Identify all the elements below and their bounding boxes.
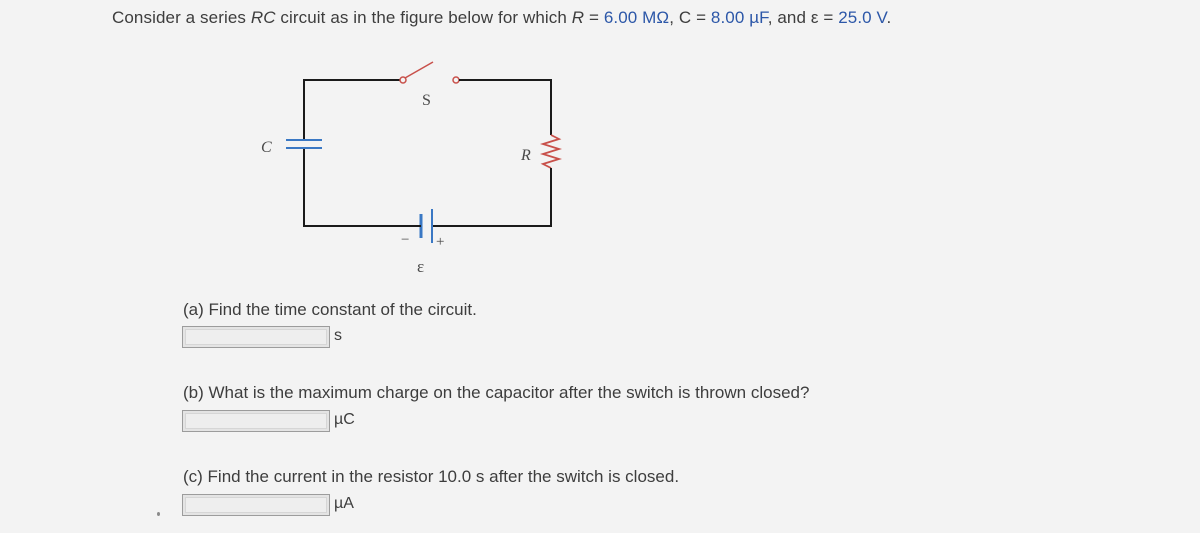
wire-top-right bbox=[459, 80, 551, 135]
unit-b: µC bbox=[334, 411, 355, 428]
switch-label: S bbox=[422, 92, 431, 109]
battery-minus-label: − bbox=[401, 232, 410, 248]
question-c-text: (c) Find the current in the resistor 10.0 s after the switch is closed. bbox=[183, 467, 680, 486]
r-value: 6.00 MΩ bbox=[603, 8, 670, 27]
eps-value: 25.0 V bbox=[838, 8, 887, 27]
question-b-text: (b) What is the maximum charge on the capacitor after the switch is thrown closed? bbox=[183, 383, 810, 402]
resistor-label: R bbox=[521, 147, 531, 164]
capacitor-label: C bbox=[261, 139, 272, 156]
question-a-text: (a) Find the time constant of the circuit. bbox=[183, 300, 477, 319]
problem-mid: circuit as in the figure below for which bbox=[275, 8, 572, 27]
problem-intro: Consider a series bbox=[112, 8, 251, 27]
r-equals: = bbox=[584, 8, 604, 27]
problem-end: . bbox=[886, 8, 892, 27]
battery-plus-label: + bbox=[436, 234, 445, 250]
switch-right-terminal bbox=[453, 77, 459, 83]
resistor-zigzag bbox=[543, 135, 559, 168]
answer-input-c[interactable] bbox=[182, 494, 330, 516]
rc-text: RC bbox=[250, 8, 276, 27]
unit-a: s bbox=[334, 327, 342, 344]
rc-circuit-diagram bbox=[240, 60, 580, 290]
c-part: , C = bbox=[669, 8, 711, 27]
wire-top-left bbox=[304, 80, 400, 164]
answer-input-b[interactable] bbox=[182, 410, 330, 432]
r-symbol: R bbox=[571, 8, 585, 27]
answer-input-a[interactable] bbox=[182, 326, 330, 348]
stray-mark bbox=[157, 512, 160, 516]
battery-emf-label: ε bbox=[417, 257, 425, 276]
wire-bottom-right bbox=[432, 168, 551, 226]
eps-part: , and ε = bbox=[767, 8, 839, 27]
switch-arm bbox=[405, 62, 433, 78]
c-value: 8.00 µF bbox=[710, 8, 768, 27]
wire-bottom-left bbox=[304, 150, 421, 226]
problem-statement bbox=[112, 8, 891, 28]
unit-c: µA bbox=[334, 495, 354, 512]
